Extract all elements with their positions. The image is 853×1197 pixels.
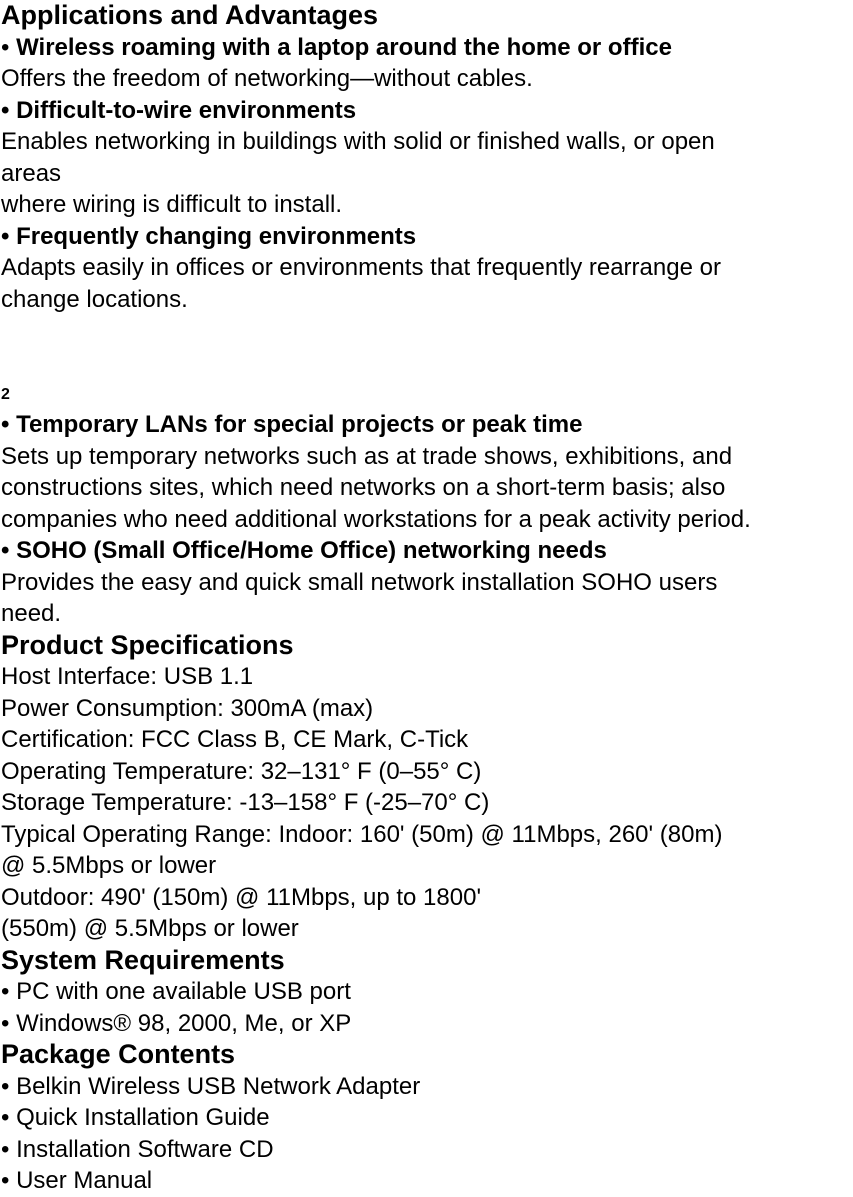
- spec-line: Operating Temperature: 32–131° F (0–55° C): [1, 757, 482, 785]
- requirement-item: • Windows® 98, 2000, Me, or XP: [1, 1009, 352, 1037]
- application-item-body: areas: [1, 159, 62, 187]
- package-item: • Belkin Wireless USB Network Adapter: [1, 1072, 421, 1100]
- package-item: • User Manual: [1, 1167, 153, 1194]
- spec-line: Typical Operating Range: Indoor: 160' (50m) @ 11Mbps, 260' (80m): [1, 820, 723, 848]
- bullet: •: [1, 411, 10, 438]
- spec-line: Outdoor: 490' (150m) @ 11Mbps, up to 1800': [1, 883, 482, 911]
- application-title-text: Temporary LANs for special projects or peak time: [16, 411, 583, 438]
- page-number: 2: [1, 386, 10, 403]
- package-item: • Installation Software CD: [1, 1135, 274, 1163]
- bullet: •: [1, 33, 10, 61]
- application-item-body: companies who need additional workstations for a peak activity period.: [1, 505, 751, 533]
- application-item-title: [1, 409, 853, 441]
- requirements-heading: System Requirements: [1, 944, 285, 975]
- bullet: •: [1, 96, 10, 124]
- spec-line: Storage Temperature: -13–158° F (-25–70° C): [1, 789, 490, 816]
- application-item-body: change locations.: [1, 285, 188, 313]
- application-item-title: [1, 32, 853, 64]
- applications-heading: Applications and Advantages: [1, 0, 379, 30]
- application-item-body: Offers the freedom of networking—without cables.: [1, 65, 533, 92]
- spec-line: Power Consumption: 300mA (max): [1, 694, 374, 722]
- application-item-title: [1, 95, 853, 127]
- application-item-title: [1, 221, 853, 253]
- package-item: • Quick Installation Guide: [1, 1104, 270, 1131]
- application-title-text: SOHO (Small Office/Home Office) networking needs: [16, 537, 607, 564]
- package-heading: Package Contents: [1, 1039, 236, 1069]
- spec-line: Host Interface: USB 1.1: [1, 663, 254, 690]
- specifications-heading: Product Specifications: [1, 629, 294, 660]
- spec-line: (550m) @ 5.5Mbps or lower: [1, 915, 299, 942]
- application-item-body: Adapts easily in offices or environments that frequently rearrange or: [1, 254, 721, 281]
- application-item-body: Provides the easy and quick small network installation SOHO users: [1, 568, 718, 596]
- requirement-item: • PC with one available USB port: [1, 978, 351, 1005]
- application-title-text: Frequently changing environments: [16, 222, 417, 250]
- application-title-text: Wireless roaming with a laptop around the home or office: [16, 33, 672, 61]
- application-item-body: Enables networking in buildings with solid or finished walls, or open: [1, 128, 715, 155]
- document-page: [1, 0, 853, 1197]
- application-item-body: constructions sites, which need networks on a short-term basis; also: [1, 474, 726, 501]
- application-item-title: [1, 535, 853, 567]
- application-item-body: need.: [1, 600, 62, 627]
- spec-line: Certification: FCC Class B, CE Mark, C-Tick: [1, 726, 469, 753]
- spec-line: @ 5.5Mbps or lower: [1, 852, 217, 879]
- bullet: •: [1, 222, 10, 250]
- bullet: •: [1, 537, 10, 564]
- application-item-body: where wiring is difficult to install.: [1, 191, 343, 218]
- application-item-body: Sets up temporary networks such as at trade shows, exhibitions, and: [1, 442, 733, 470]
- page-break-spacer: [1, 315, 853, 385]
- application-title-text: Difficult-to-wire environments: [16, 96, 357, 124]
